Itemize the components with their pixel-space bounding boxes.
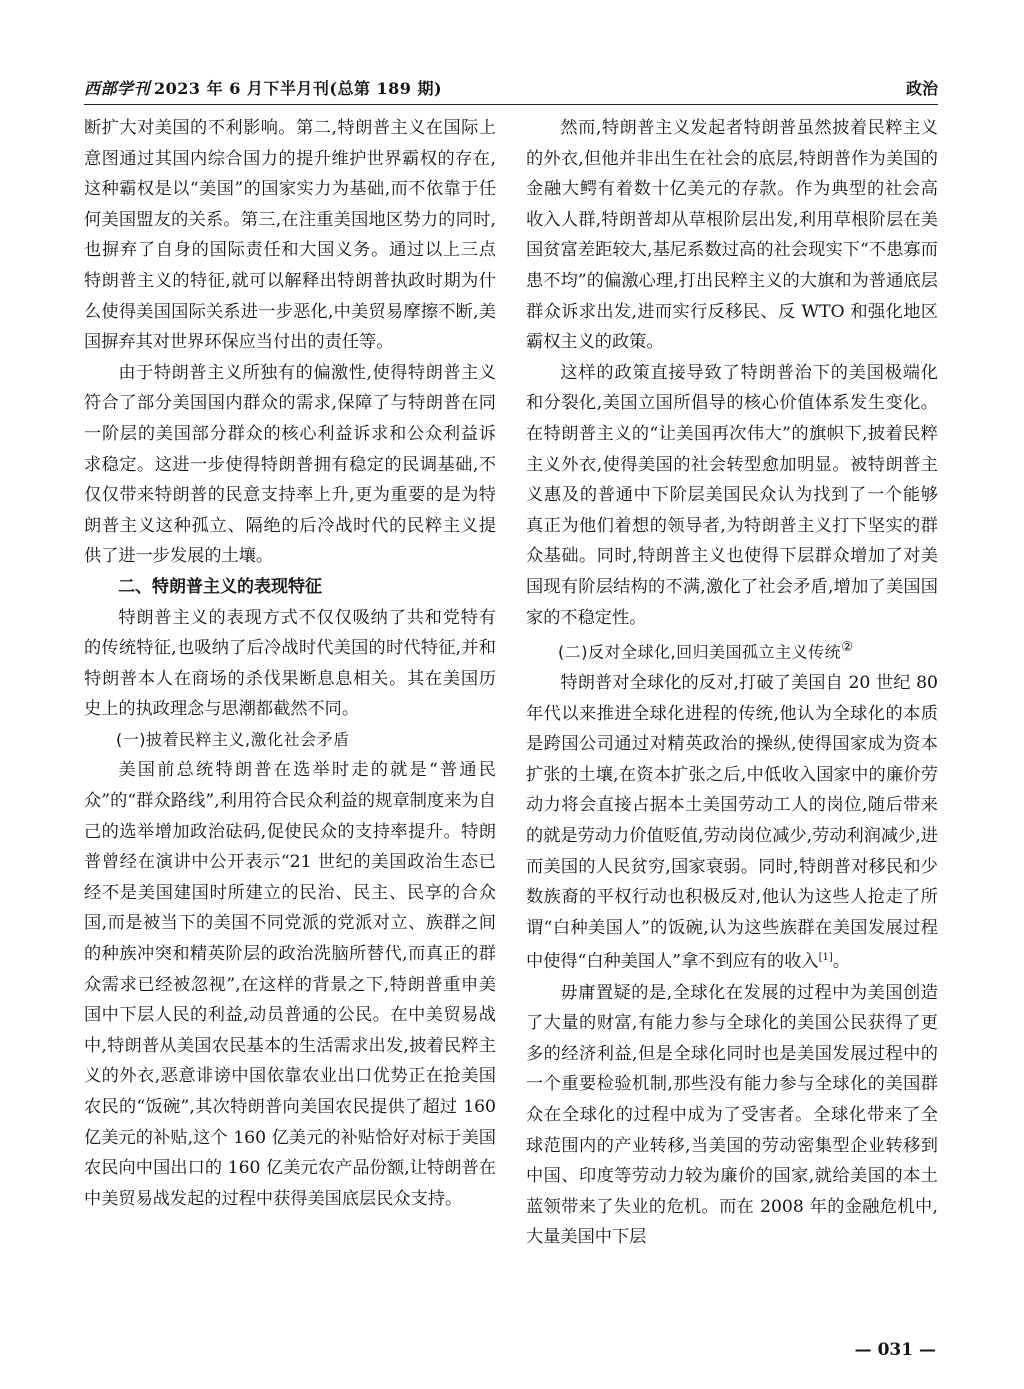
paragraph: 这样的政策直接导致了特朗普治下的美国极端化和分裂化,美国立国所倡导的核心价值体系发生变化。在特朗普主义的“让美国再次伟大”的旗帜下,披着民粹主义外衣,使得美国的社会转型愈加明显。被特朗普主义惠及的普通中下阶层美国民众认为找到了一个能够真正为他们着想的领导者,为特朗普主义打下坚实的群众基础。同时,特朗普主义也使得下层群众增加了对美国现有阶层结构的不满,激化了社会矛盾,增加了美国国家的不稳定性。 bbox=[526, 362, 938, 628]
issue-info: 2023 年 6 月下半月刊(总第 189 期) bbox=[154, 79, 443, 98]
journal-logo: 西部学刊 bbox=[84, 79, 151, 98]
journal-info bbox=[84, 76, 442, 99]
section-label: 政治 bbox=[905, 79, 938, 98]
paragraph: 特朗普主义的表现方式不仅仅吸纳了共和党特有的传统特征,也吸纳了后冷战时代美国的时代特征,并和特朗普本人在商场的杀伐果断息息相关。其在美国历史上的执政理念与思潮都截然不同。 bbox=[84, 607, 496, 720]
footnote-marker: ② bbox=[841, 640, 854, 656]
page-header bbox=[84, 70, 938, 105]
paragraph-text: 特朗普对全球化的反对,打破了美国自 20 世纪 80 年代以来推进全球化进程的传统,他认为全球化的本质是跨国公司通过对精英政治的操纵,使得国家成为资本扩张的土壤,在资本扩张之后,中低收入国家中的廉价劳动力将会直接占据本土美国劳动工人的岗位,随后带来的就是劳动力价值贬值,劳动岗位减少,劳动利润减少,进而美国的人民贫穷,国家衰弱。同时,特朗普对移民和少数族裔的平权行动也积极反对,他认为这些人抢走了所谓“白种美国人”的饭碗,认为这些族群在美国发展过程中使得“白种美国人”拿不到应有的收入 bbox=[526, 673, 938, 973]
paragraph: 然而,特朗普主义发起者特朗普虽然披着民粹主义的外衣,但他并非出生在社会的底层,特朗普作为美国的金融大鳄有着数十亿美元的存款。作为典型的社会高收入人群,特朗普却从草根阶层出发,利用草根阶层在美国贫富差距较大,基尼系数过高的社会现实下“不患寡而患不均”的偏激心理,打出民粹主义的大旗和为普通底层群众诉求出发,进而实行反移民、反 WTO 和强化地区霸权主义的政策。 bbox=[526, 118, 938, 353]
subsection-heading: (一)披着民粹主义,激化社会矛盾 bbox=[116, 729, 350, 749]
paragraph: 毋庸置疑的是,全球化在发展的过程中为美国创造了大量的财富,有能力参与全球化的美国公民获得了更多的经济利益,但是全球化同时也是美国发展过程中的一个重要检验机制,那些没有能力参与全球化的美国群众在全球化的过程中成为了受害者。全球化带来了全球范围内的产业转移,当美国的劳动密集型企业转移到中国、印度等劳动力较为廉价的国家,就给美国的本土蓝领带来了失业的危机。而在 2008 年的金融危机中,大量美国中下层 bbox=[526, 982, 938, 1248]
paragraph: 断扩大对美国的不利影响。第二,特朗普主义在国际上意图通过其国内综合国力的提升维护世界霸权的存在,这种霸权是以“美国”的国家实力为基础,而不依靠于任何美国盟友的关系。第三,在注重美国地区势力的同时,也摒弃了自身的国际责任和大国义务。通过以上三点特朗普主义的特征,就可以解释出特朗普执政时期为什么使得美国国际关系进一步恶化,中美贸易摩擦不断,美国摒弃其对世界环保应当付出的责任等。 bbox=[84, 118, 496, 353]
right-column bbox=[526, 113, 938, 1253]
left-column bbox=[84, 113, 496, 1214]
paragraph: 美国前总统特朗普在选举时走的就是“普通民众”的“群众路线”,利用符合民众利益的规章制度来为自己的选举增加政治砝码,促使民众的支持率提升。特朗普曾经在演讲中公开表示“21 世纪的美国政治生态已经不是美国建国时所建立的民治、民主、民享的合众国,而是被当下的美国不同党派的党派对立、族群之间的种族冲突和精英阶层的政治洗脑所替代,而真正的群众需求已经被忽视”,在这样的背景之下,特朗普重申美国中下层人民的利益,动员普通的公民。在中美贸易战中,特朗普从美国农民基本的生活需求出发,披着民粹主义的外衣,恶意诽谤中国依靠农业出口优势正在抢美国农民的“饭碗”,其次特朗普向美国农民提供了超过 160 亿美元的补贴,这个 160 亿美元的补贴恰好对标于美国农民向中国出口的 160 亿美元农产品份额,让特朗普在中美贸易战发起的过程中获得美国底层民众支持。 bbox=[84, 760, 496, 1209]
subsection-heading-text: (二)反对全球化,回归美国孤立主义传统 bbox=[558, 642, 842, 662]
section-heading: 二、特朗普主义的表现特征 bbox=[118, 576, 322, 597]
subsection-heading bbox=[526, 633, 938, 668]
paragraph-end: 。 bbox=[832, 952, 850, 973]
page-number: — 031 — bbox=[854, 1340, 936, 1360]
paragraph bbox=[526, 668, 938, 978]
citation-marker: [1] bbox=[818, 952, 833, 964]
paragraph: 由于特朗普主义所独有的偏激性,使得特朗普主义符合了部分美国国内群众的需求,保障了与特朗普在同一阶层的美国部分群众的核心利益诉求和公众利益诉求稳定。这进一步使得特朗普拥有稳定的民调基础,不仅仅带来特朗普的民意支持率上升,更为重要的是为特朗普主义这种孤立、隔绝的后冷战时代的民粹主义提供了进一步发展的土壤。 bbox=[84, 362, 496, 567]
